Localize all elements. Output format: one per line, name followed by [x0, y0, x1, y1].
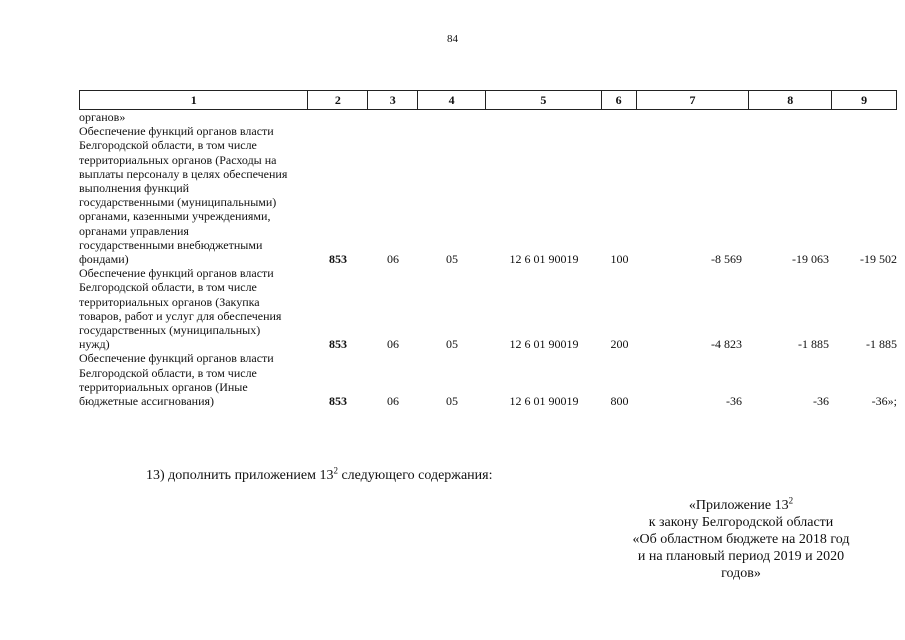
- cell-expense-type: 200: [610, 337, 629, 352]
- header-col-8: 8: [749, 91, 832, 109]
- cell-expense-type: 100: [610, 252, 629, 267]
- description-line: Белгородской области, в том числе: [79, 280, 257, 295]
- header-col-3: 3: [368, 91, 418, 109]
- description-line: Белгородской области, в том числе: [79, 365, 257, 380]
- header-col-2: 2: [308, 91, 368, 109]
- cell-amount-2019: -36: [813, 394, 829, 409]
- row-description: [79, 351, 308, 408]
- item-superscript: 2: [333, 465, 338, 476]
- cell-ministry: 853: [329, 252, 347, 267]
- carry-over-text: органов»: [79, 110, 126, 124]
- carry-over-row: [79, 110, 897, 124]
- cell-ministry: 853: [329, 394, 347, 409]
- description-line: товаров, работ и услуг для обеспечения: [79, 308, 282, 323]
- description-line: государственными (муниципальными): [79, 195, 277, 210]
- cell-section: 06: [387, 252, 399, 267]
- header-col-7: 7: [637, 91, 750, 109]
- description-line: выполнения функций: [79, 181, 190, 196]
- appendix-heading: [600, 497, 882, 582]
- appendix-title-text: «Приложение 13: [688, 498, 789, 513]
- cell-expense-type: 800: [610, 394, 629, 409]
- description-line: территориальных органов (Расходы на: [79, 152, 277, 167]
- description-line: органами, казенными учреждениями,: [79, 209, 271, 224]
- description-line: органами управления: [79, 223, 189, 238]
- cell-section: 06: [387, 337, 399, 352]
- cell-amount-2018: -36: [726, 394, 742, 409]
- description-line: Обеспечение функций органов власти: [79, 266, 274, 281]
- description-line: Обеспечение функций органов власти: [79, 351, 274, 366]
- description-line: бюджетные ассигнования): [79, 394, 215, 409]
- cell-amount-2020: -1 885: [866, 337, 897, 352]
- description-line: территориальных органов (Закупка: [79, 294, 260, 309]
- table-body: [79, 110, 897, 408]
- table-row: [79, 351, 897, 408]
- cell-subsection: 05: [446, 337, 458, 352]
- description-line: выплаты персоналу в целях обеспечения: [79, 166, 288, 181]
- table-row: [79, 124, 897, 266]
- row-description: [79, 124, 308, 266]
- cell-target-article: 12 6 01 90019: [509, 394, 579, 409]
- header-col-5: 5: [486, 91, 602, 109]
- description-line: Белгородской области, в том числе: [79, 138, 257, 153]
- cell-amount-2018: -4 823: [711, 337, 742, 352]
- cell-amount-2020: -19 502: [860, 252, 897, 267]
- item-text-tail: следующего содержания:: [337, 468, 493, 483]
- page-number: 84: [447, 33, 458, 45]
- appendix-line: и на плановый период 2019 и 2020: [637, 549, 845, 564]
- cell-amount-2019: -19 063: [792, 252, 829, 267]
- cell-amount-2020: -36»;: [871, 394, 897, 409]
- description-line: территориальных органов (Иные: [79, 379, 248, 394]
- appendix-line: к закону Белгородской области: [648, 515, 834, 530]
- description-line: Обеспечение функций органов власти: [79, 124, 274, 139]
- amendment-item-13: [146, 465, 493, 484]
- item-text: 13) дополнить приложением 13: [146, 468, 334, 483]
- description-line: государственными внебюджетными: [79, 237, 263, 252]
- cell-target-article: 12 6 01 90019: [509, 252, 579, 267]
- header-col-1: 1: [80, 91, 308, 109]
- appendix-title: [600, 497, 882, 514]
- cell-amount-2018: -8 569: [711, 252, 742, 267]
- description-line: государственных (муниципальных): [79, 323, 261, 338]
- table-header: [79, 90, 897, 110]
- cell-subsection: 05: [446, 394, 458, 409]
- cell-ministry: 853: [329, 337, 347, 352]
- cell-section: 06: [387, 394, 399, 409]
- cell-target-article: 12 6 01 90019: [509, 337, 579, 352]
- description-line: нужд): [79, 337, 110, 352]
- cell-amount-2019: -1 885: [798, 337, 829, 352]
- row-description: [79, 266, 308, 351]
- header-col-4: 4: [418, 91, 486, 109]
- header-col-6: 6: [602, 91, 637, 109]
- appendix-line: «Об областном бюджете на 2018 год: [632, 532, 850, 547]
- description-line: фондами): [79, 252, 129, 267]
- appendix-line: годов»: [721, 566, 761, 581]
- header-col-9: 9: [861, 92, 868, 107]
- appendix-superscript: 2: [788, 495, 794, 506]
- table-row: [79, 266, 897, 351]
- cell-subsection: 05: [446, 252, 458, 267]
